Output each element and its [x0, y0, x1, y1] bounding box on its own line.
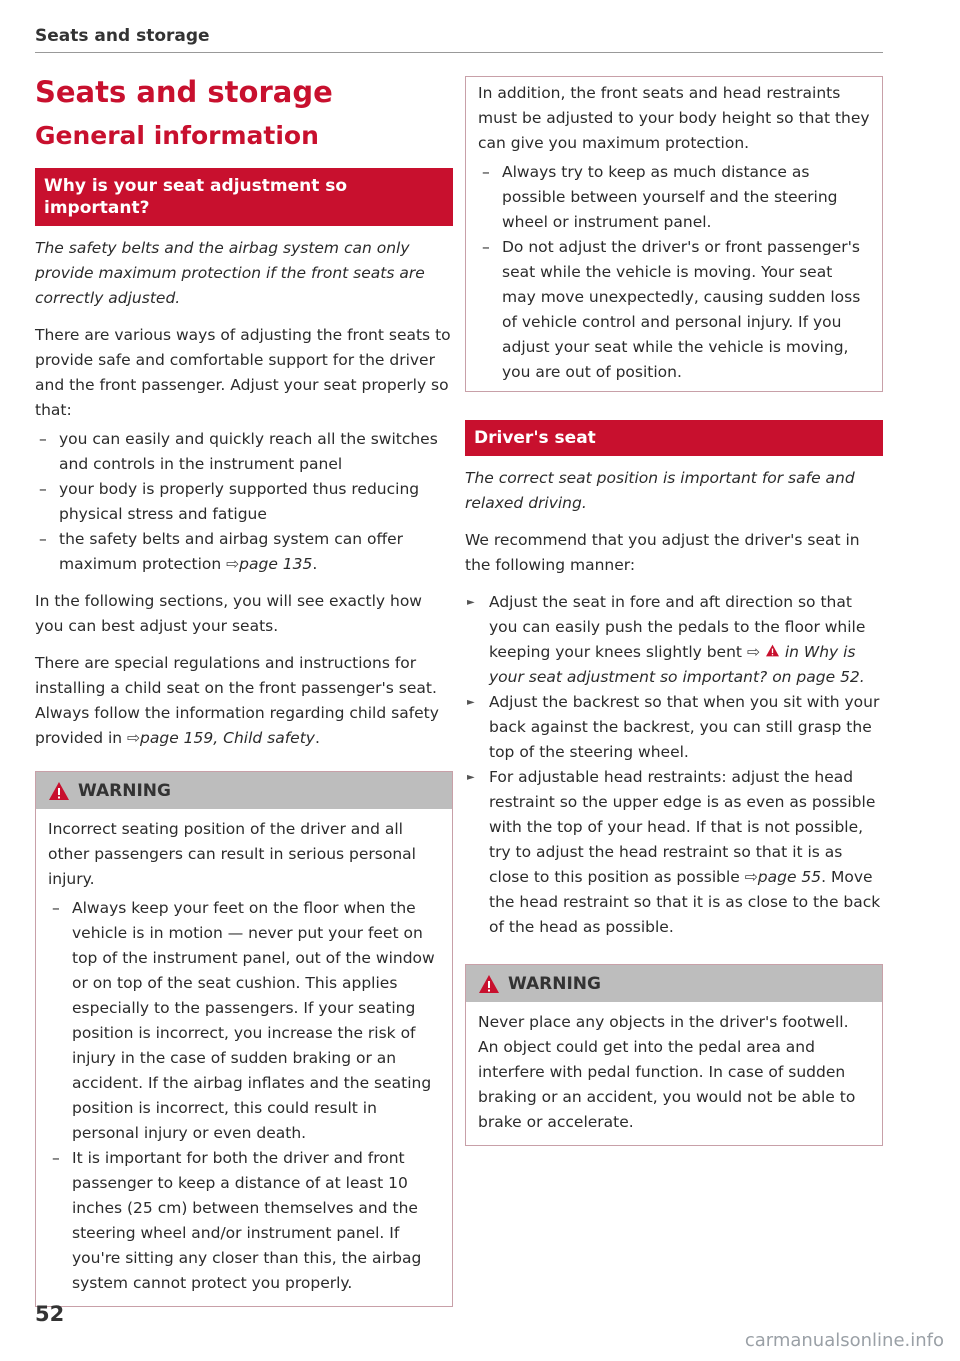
page-title: Seats and storage — [35, 75, 333, 109]
arrow-right-icon: ⇨ — [746, 643, 760, 661]
list-item: – you can easily and quickly reach all the switches and controls in the instrument panel — [35, 427, 453, 477]
intro-paragraph: There are various ways of adjusting the front seats to provide safe and comfortable support for the driver and the front passenger. Adjust your seat properly so that: — [35, 326, 451, 419]
page-reference-link[interactable]: page 135 — [239, 555, 313, 573]
page-number: 52 — [35, 1302, 65, 1326]
adjustment-list — [35, 427, 453, 577]
warning-header — [466, 965, 882, 1002]
arrow-right-icon: ⇨ — [744, 868, 758, 886]
warning-body — [36, 809, 452, 1306]
warning-continuation-box — [465, 76, 883, 392]
warning-text: Never place any objects in the driver's footwell. An object could get into the pedal area and interfere with pedal function. In case of sudden braking or an accident, you would not be able to brake or accelerate. — [478, 1013, 856, 1131]
list-item: – the safety belts and airbag system can offer maximum protection ⇨page 135. — [35, 527, 453, 577]
step-text: For adjustable head restraints: adjust the head restraint so the upper edge is as even as possible with the top of your head. If that is not possible, try to adjust the head restraint so that it is as close to this position as possible — [489, 768, 876, 886]
left-column — [35, 72, 453, 1307]
section-title: General information — [35, 121, 319, 150]
continuation-text: In addition, the front seats and head restraints must be adjusted to your body height so that they can give you maximum protection. — [478, 84, 870, 152]
step-text-tail: . Move the head restraint so that it is as close to the back of the head as possible. — [489, 868, 881, 936]
step-item — [465, 590, 883, 690]
list-item: – your body is properly supported thus reducing physical stress and fatigue — [35, 477, 453, 527]
recommend-paragraph: We recommend that you adjust the driver's seat in the following manner: — [465, 531, 860, 574]
warning-triangle-icon — [48, 781, 70, 801]
running-head: Seats and storage — [35, 26, 210, 46]
topic-bar-drivers-seat: Driver's seat — [465, 420, 883, 456]
list-item: – It is important for both the driver and front passenger to keep a distance of at least 10 inches (25 cm) between themselves and the steering wheel and/or instrument panel. If you're sitting any closer than this, the airbag system cannot protect you properly. — [48, 1146, 440, 1296]
warning-box — [465, 964, 883, 1146]
following-paragraph: In the following sections, you will see exactly how you can best adjust your seats. — [35, 592, 422, 635]
warning-label: WARNING — [78, 781, 171, 801]
right-column — [465, 76, 883, 1146]
header-rule — [35, 52, 883, 53]
watermark: carmanualsonline.info — [744, 1330, 944, 1351]
child-seat-paragraph: There are special regulations and instructions for installing a child seat on the front passenger's seat. Always follow the information regarding child safety provided in ⇨page 159, Child safety. — [35, 654, 439, 747]
page-reference-link[interactable]: in Why is your seat adjustment so important? on page 52. — [489, 643, 865, 686]
list-item: – Always keep your feet on the floor when the vehicle is in motion — never put your feet on top of the instrument panel, out of the window or on top of the seat cushion. This applies especially to the passengers. If your seating position is incorrect, you increase the risk of injury in the case of sudden braking or an accident. If the airbag inflates and the seating position is incorrect, this could result in personal injury or even death. — [48, 896, 440, 1146]
step-text: Adjust the seat in fore and aft direction so that you can easily push the pedals to the floor while keeping your knees slightly bent — [489, 593, 866, 661]
list-item-text: the safety belts and airbag system can offer maximum protection — [59, 530, 404, 573]
warning-triangle-icon — [478, 974, 500, 994]
warning-body — [466, 1002, 882, 1145]
page-reference-link[interactable]: page 55 — [757, 868, 822, 886]
lead-text: The correct seat position is important for safe and relaxed driving. — [465, 469, 855, 512]
list-item: – Do not adjust the driver's or front passenger's seat while the vehicle is moving. Your seat may move unexpectedly, causing sudden loss of vehicle control and personal injury. If you adjust your seat while the vehicle is moving, you are out of position. — [478, 235, 870, 385]
continuation-list — [478, 160, 870, 385]
child-seat-text: There are special regulations and instructions for installing a child seat on the front passenger's seat. Always follow the information regarding child safety provided in — [35, 654, 439, 747]
step-item — [465, 765, 883, 940]
warning-box — [35, 771, 453, 1307]
page-reference-link[interactable]: page 159, Child safety — [140, 729, 315, 747]
arrow-right-icon: ⇨ — [226, 555, 240, 573]
warning-list — [48, 896, 440, 1296]
arrow-right-icon: ⇨ — [127, 729, 141, 747]
warning-triangle-icon — [765, 644, 780, 657]
step-item: ► Adjust the backrest so that when you sit with your back against the backrest, you can still grasp the top of the steering wheel. — [465, 690, 883, 765]
warning-header — [36, 772, 452, 809]
lead-text: The safety belts and the airbag system can only provide maximum protection if the front seats are correctly adjusted. — [35, 239, 425, 307]
warning-label: WARNING — [508, 974, 601, 994]
steps-list — [465, 590, 883, 940]
warning-text: Incorrect seating position of the driver and all other passengers can result in serious personal injury. — [48, 820, 416, 888]
list-item: – Always try to keep as much distance as possible between yourself and the steering wheel or instrument panel. — [478, 160, 870, 235]
topic-bar-seat-adjustment: Why is your seat adjustment so important? — [35, 168, 453, 226]
